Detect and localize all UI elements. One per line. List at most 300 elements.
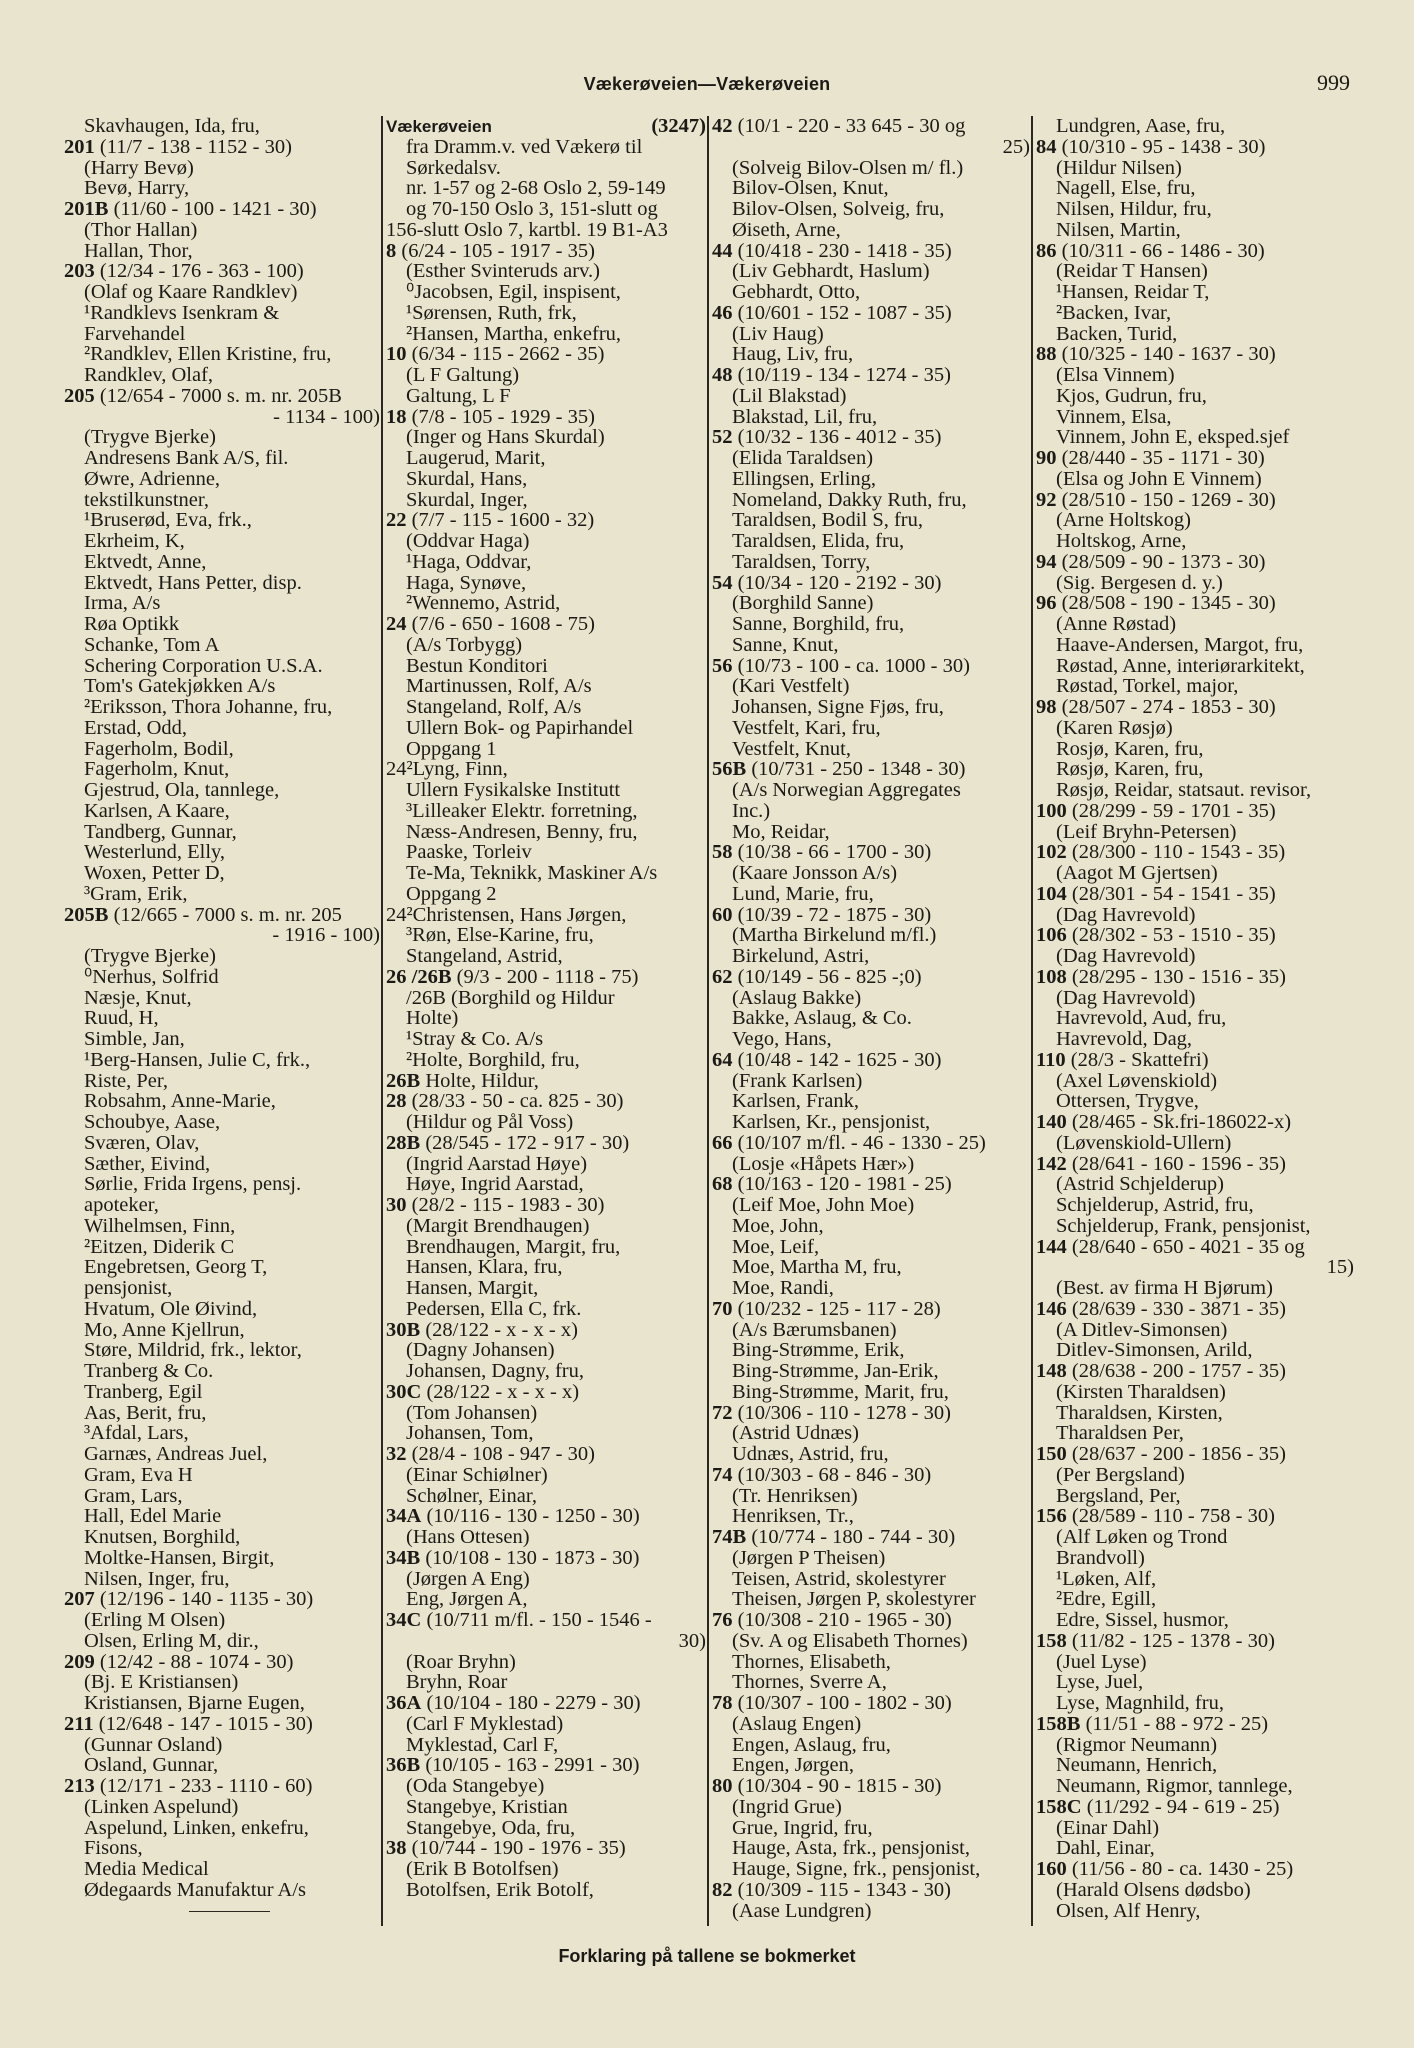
house-number: 10: [386, 343, 407, 366]
listing-line: Neumann, Henrich,: [1056, 1754, 1218, 1777]
house-number: 86: [1036, 239, 1057, 262]
listing-line: (Per Bergsland): [1056, 1463, 1185, 1486]
listing-line: (Dag Havrevold): [1056, 945, 1196, 967]
address-entry: [386, 1548, 706, 1569]
listing-line: (Dagny Johansen): [406, 1339, 555, 1362]
listing-line: (Carl F Myklestad): [406, 1712, 564, 1735]
listing-line: Stangebye, Oda, fru,: [406, 1816, 576, 1839]
listing-line: Holte): [406, 1007, 459, 1030]
house-number: 160: [1036, 1858, 1067, 1880]
listing-line: (Hildur og Pål Voss): [406, 1111, 574, 1133]
listing-line: Edre, Sissel, husmor,: [1056, 1609, 1229, 1631]
listing-line: Moe, John,: [732, 1214, 824, 1237]
listing-line: Vestfelt, Knut,: [732, 737, 851, 760]
listing-line: Oppgang 1: [406, 737, 497, 760]
listing-line: ²Edre, Egill,: [1056, 1588, 1157, 1611]
listing-line: Nilsen, Inger, fru,: [84, 1567, 230, 1590]
listing-line: (Elsa Vinnem): [1056, 364, 1175, 386]
house-number: 26 /26B: [386, 965, 452, 988]
listing-line: (Oda Stangebye): [406, 1775, 545, 1797]
address-entry: [1036, 925, 1354, 946]
listing-line: ²Hansen, Martha, enkefru,: [406, 322, 622, 345]
property-info: (28/2 - 115 - 1983 - 30): [411, 1194, 605, 1216]
listing-line: (Harald Olsens dødsbo): [1056, 1878, 1251, 1901]
listing-line: (Elida Taraldsen): [732, 447, 874, 469]
listing-line: Osland, Gunnar,: [84, 1754, 219, 1777]
address-entry: [1036, 552, 1354, 573]
property-info: (10/601 - 152 - 1087 - 35): [737, 301, 952, 324]
house-number: 74B: [712, 1526, 747, 1548]
property-info: (28/440 - 35 - 1171 - 30): [1061, 447, 1265, 469]
address-entry: [1036, 1112, 1354, 1133]
listing-line: (Leif Moe, John Moe): [732, 1194, 915, 1216]
property-info: (28/589 - 110 - 758 - 30): [1071, 1505, 1275, 1528]
address-entry: [712, 1133, 1030, 1154]
property-info: (28/122 - x - x - x): [426, 1380, 580, 1403]
listing-line: Schjelderup, Frank, pensjonist,: [1056, 1214, 1311, 1237]
listing-line: Thornes, Sverre A,: [732, 1671, 887, 1694]
listing-line: Blakstad, Lil, fru,: [732, 405, 878, 428]
listing-line: Haga, Synøve,: [406, 571, 527, 594]
listing-line: Gram, Eva H: [84, 1463, 193, 1486]
listing-line: Botolfsen, Erik Botolf,: [406, 1878, 594, 1901]
listing-line: (Frank Karlsen): [732, 1069, 863, 1092]
listing-line: (Erik B Botolfsen): [406, 1858, 559, 1880]
address-entry: [1036, 137, 1354, 158]
listing-line: Myklestad, Carl F,: [406, 1733, 559, 1756]
property-info: (28/641 - 160 - 1596 - 35): [1071, 1152, 1286, 1175]
listing-line: Røstad, Torkel, major,: [1056, 675, 1239, 698]
house-number: 108: [1036, 965, 1067, 988]
listing-line: (Gunnar Osland): [84, 1733, 223, 1756]
property-info: (10/311 - 66 - 1486 - 30): [1061, 239, 1265, 262]
listing-line: ³Afdal, Lars,: [84, 1422, 189, 1445]
property-info: (10/107 m/fl. - 46 - 1330 - 25): [737, 1131, 986, 1154]
listing-line: Sanne, Knut,: [732, 633, 839, 656]
listing-line: Ruud, H,: [84, 1007, 159, 1030]
property-info: (28/295 - 130 - 1516 - 35): [1071, 965, 1286, 988]
listing-line: Nomeland, Dakky Ruth, fru,: [732, 488, 967, 511]
address-entry: [386, 614, 706, 635]
entry-continuation: 15): [1326, 1256, 1354, 1279]
listing-line: Stangeland, Astrid,: [406, 945, 563, 967]
listing-line: (Inger og Hans Skurdal): [406, 426, 605, 449]
column-4: [1036, 116, 1354, 1921]
listing-line: Hauge, Asta, frk., pensjonist,: [732, 1837, 970, 1860]
listing-line: (Leif Bryhn-Petersen): [1056, 820, 1237, 843]
property-info: (10/744 - 190 - 1976 - 35): [411, 1837, 626, 1860]
listing-line: ¹Stray & Co. A/s: [406, 1028, 544, 1050]
house-number: 106: [1036, 924, 1067, 947]
listing-line: Ellingsen, Erling,: [732, 467, 877, 490]
property-info: (9/3 - 200 - 1118 - 75): [456, 965, 639, 988]
property-info: (7/6 - 650 - 1608 - 75): [411, 613, 595, 635]
listing-line: Sæther, Eivind,: [84, 1152, 211, 1175]
property-info: (11/51 - 88 - 972 - 25): [1085, 1712, 1269, 1735]
property-info: (10/104 - 180 - 2279 - 30): [426, 1692, 641, 1714]
property-info: (28/507 - 274 - 1853 - 30): [1061, 696, 1276, 718]
listing-line: (Bj. E Kristiansen): [84, 1671, 239, 1694]
listing-line: Høye, Ingrid Aarstad,: [406, 1173, 584, 1196]
listing-line: Støre, Mildrid, frk., lektor,: [84, 1339, 302, 1362]
listing-line: Ullern Fysikalske Institutt: [406, 779, 621, 801]
listing-line: Galtung, L F: [406, 384, 511, 407]
address-entry: [1036, 448, 1354, 469]
property-info: (28/302 - 53 - 1510 - 35): [1071, 924, 1276, 947]
listing-line: Hvatum, Ole Øivind,: [84, 1297, 258, 1320]
house-number: 205B: [64, 903, 109, 926]
listing-line: (Juel Lyse): [1056, 1650, 1147, 1673]
address-entry: [712, 905, 1030, 926]
listing-line: (A/s Torbygg): [406, 633, 523, 656]
listing-line: (Sig. Bergesen d. y.): [1056, 571, 1223, 594]
address-entry: [712, 1299, 1030, 1320]
listing-line: og 70-150 Oslo 3, 151-slutt og: [406, 198, 658, 220]
listing-line: Farvehandel: [84, 322, 186, 345]
house-number: 30C: [386, 1380, 422, 1403]
listing-line: (Solveig Bilov-Olsen m/ fl.): [732, 156, 964, 179]
property-info: (10/310 - 95 - 1438 - 30): [1061, 135, 1266, 158]
property-info: (28/545 - 172 - 917 - 30): [425, 1131, 630, 1154]
listing-line: ¹Berg-Hansen, Julie C, frk.,: [84, 1048, 311, 1071]
house-number: 203: [64, 260, 95, 283]
address-entry: [712, 1403, 1030, 1424]
listing-line: Hansen, Klara, fru,: [406, 1256, 563, 1279]
listing-line: Skurdal, Hans,: [406, 467, 528, 490]
listing-line: Olsen, Alf Henry,: [1056, 1899, 1201, 1922]
listing-line: Oppgang 2: [406, 882, 497, 905]
listing-line: (Trygve Bjerke): [84, 426, 216, 449]
property-info: (11/292 - 94 - 619 - 25): [1086, 1795, 1280, 1818]
property-info: (7/7 - 115 - 1600 - 32): [411, 509, 595, 532]
house-number: 94: [1036, 550, 1057, 573]
listing-line: Ullern Bok- og Papirhandel: [406, 716, 634, 739]
listing-line: ²Eitzen, Diderik C: [84, 1235, 235, 1258]
listing-line: Schering Corporation U.S.A.: [84, 654, 323, 677]
address-entry: [386, 1382, 706, 1403]
property-info: (28/639 - 330 - 3871 - 35): [1071, 1297, 1286, 1320]
page-number: 999: [1317, 70, 1350, 95]
address-entry: [712, 656, 1030, 677]
property-info: (6/34 - 115 - 2662 - 35): [411, 343, 605, 366]
house-number: 142: [1036, 1152, 1067, 1175]
house-number: 205: [64, 384, 95, 407]
house-number: 80: [712, 1775, 733, 1797]
house-number: 88: [1036, 343, 1057, 366]
column-divider: [1031, 116, 1033, 1926]
listing-line: (Esther Svinteruds arv.): [406, 260, 600, 283]
house-number: 58: [712, 841, 733, 864]
house-number: 72: [712, 1401, 733, 1424]
listing-line: Næsje, Knut,: [84, 986, 192, 1009]
listing-line: ¹Randklevs Isenkram &: [84, 301, 280, 324]
listing-line: Havrevold, Dag,: [1056, 1028, 1193, 1050]
listing-line: Vinnem, John E, eksped.sjef: [1056, 426, 1290, 449]
property-info: Holte, Hildur,: [425, 1069, 539, 1092]
listing-line: Ektvedt, Anne,: [84, 550, 207, 573]
address-entry: [386, 1838, 706, 1859]
listing-line: ²Eriksson, Thora Johanne, fru,: [84, 696, 333, 718]
listing-line: Schølner, Einar,: [406, 1484, 537, 1507]
address-entry: [1036, 1299, 1354, 1320]
entry-continuation: 30): [678, 1629, 706, 1652]
house-number: 70: [712, 1297, 733, 1320]
address-entry: [64, 137, 380, 158]
listing-line: Te-Ma, Teknikk, Maskiner A/s: [406, 862, 658, 884]
listing-line: ⁰Jacobsen, Egil, inspisent,: [406, 281, 621, 303]
listing-line: Andresens Bank A/S, fil.: [84, 447, 289, 469]
house-number: 74: [712, 1463, 733, 1486]
property-info: (10/309 - 115 - 1343 - 30): [737, 1878, 951, 1901]
running-header: Vækerøveien—Vækerøveien: [583, 74, 831, 94]
property-info: (28/300 - 110 - 1543 - 35): [1071, 841, 1286, 864]
listing-line: Pedersen, Ella C, frk.: [406, 1297, 582, 1320]
listing-line: Karlsen, Kr., pensjonist,: [732, 1111, 931, 1133]
address-entry: [1036, 593, 1354, 614]
property-info: (10/232 - 125 - 117 - 28): [737, 1297, 941, 1320]
property-info: (10/418 - 230 - 1418 - 35): [737, 239, 952, 262]
house-number: 102: [1036, 841, 1067, 864]
listing-line: Vestfelt, Kari, fru,: [732, 716, 881, 739]
listing-line: Lund, Marie, fru,: [732, 882, 874, 905]
address-entry: [386, 407, 706, 428]
house-number: 28: [386, 1090, 407, 1113]
property-info: (10/303 - 68 - 846 - 30): [737, 1463, 932, 1486]
listing-line: Grue, Ingrid, fru,: [732, 1816, 873, 1839]
property-info: (28/301 - 54 - 1541 - 35): [1071, 882, 1276, 905]
listing-line: Tandberg, Gunnar,: [84, 820, 237, 843]
listing-line: Mo, Reidar,: [732, 820, 830, 843]
listing-line: 24²Christensen, Hans Jørgen,: [386, 903, 627, 926]
listing-line: Moe, Randi,: [732, 1277, 834, 1299]
address-entry: [64, 905, 380, 926]
address-entry: [1036, 241, 1354, 262]
listing-line: Lyse, Juel,: [1056, 1671, 1144, 1694]
listing-line: Garnæs, Andreas Juel,: [84, 1443, 268, 1465]
listing-line: Moltke-Hansen, Birgit,: [84, 1546, 275, 1569]
listing-line: tekstilkunstner,: [84, 488, 210, 511]
house-number: 68: [712, 1173, 733, 1196]
address-entry: [1036, 1154, 1354, 1175]
house-number: 66: [712, 1131, 733, 1154]
column-3: [712, 116, 1030, 1921]
listing-line: Tom's Gatekjøkken A/s: [84, 675, 276, 698]
property-info: (11/7 - 138 - 1152 - 30): [99, 135, 292, 158]
listing-line: Tharaldsen Per,: [1056, 1422, 1184, 1445]
property-info: (12/665 - 7000 s. m. nr. 205: [113, 903, 342, 926]
listing-line: (Dag Havrevold): [1056, 986, 1196, 1009]
address-entry: [1036, 1361, 1354, 1382]
house-number: 100: [1036, 799, 1067, 822]
listing-line: ⁰Nerhus, Solfrid: [84, 965, 219, 988]
listing-line: Sværen, Olav,: [84, 1131, 200, 1154]
property-info: (10/105 - 163 - 2991 - 30): [425, 1754, 640, 1777]
address-entry: [1036, 1444, 1354, 1465]
house-number: 56: [712, 654, 733, 677]
house-number: 52: [712, 426, 733, 449]
listing-line: Ekrheim, K,: [84, 530, 185, 552]
address-entry: [64, 199, 380, 220]
listing-line: (Jørgen A Eng): [406, 1567, 530, 1590]
listing-line: (Tom Johansen): [406, 1401, 538, 1424]
listing-line: Brandvoll): [1056, 1546, 1145, 1569]
listing-line: Bing-Strømme, Erik,: [732, 1339, 905, 1362]
street-heading: [386, 116, 706, 137]
listing-line: ³Lilleaker Elektr. forretning,: [406, 799, 638, 822]
address-entry: [386, 967, 706, 988]
listing-line: Aspelund, Linken, enkefru,: [84, 1816, 309, 1839]
listing-line: (Elsa og John E Vinnem): [1056, 467, 1262, 490]
house-number: 36B: [386, 1754, 421, 1777]
house-number: 34A: [386, 1505, 422, 1528]
house-number: 38: [386, 1837, 407, 1860]
listing-line: (Einar Dahl): [1056, 1816, 1160, 1839]
property-info: (28/640 - 650 - 4021 - 35 og: [1071, 1235, 1305, 1258]
listing-line: Gram, Lars,: [84, 1484, 183, 1507]
house-number: 36A: [386, 1692, 422, 1714]
house-number: 207: [64, 1588, 95, 1611]
listing-line: Aas, Berit, fru,: [84, 1401, 207, 1424]
listing-line: 156-slutt Oslo 7, kartbl. 19 B1-A3: [386, 218, 668, 241]
listing-line: (Anne Røstad): [1056, 613, 1177, 635]
house-number: 201: [64, 135, 95, 158]
listing-line: Røstad, Anne, interiørarkitekt,: [1056, 654, 1305, 677]
listing-line: (Rigmor Neumann): [1056, 1733, 1218, 1756]
property-info: (10/325 - 140 - 1637 - 30): [1061, 343, 1276, 366]
listing-line: Vego, Hans,: [732, 1028, 832, 1050]
listing-line: Hall, Edel Marie: [84, 1505, 222, 1528]
address-entry: [712, 1776, 1030, 1797]
address-entry: [386, 1320, 706, 1341]
listing-line: Tranberg & Co.: [84, 1360, 214, 1382]
street-name: Vækerøveien: [386, 117, 492, 136]
address-entry: [1036, 1859, 1354, 1880]
listing-line: (Lil Blakstad): [732, 384, 847, 407]
listing-line: (Løvenskiold-Ullern): [1056, 1131, 1232, 1154]
house-number: 90: [1036, 447, 1057, 469]
property-info: (10/304 - 90 - 1815 - 30): [737, 1775, 942, 1797]
property-info: (10/108 - 130 - 1873 - 30): [425, 1546, 640, 1569]
house-number: 158C: [1036, 1795, 1082, 1818]
listing-line: 24²Lyng, Finn,: [386, 758, 508, 781]
listing-line: Henriksen, Tr.,: [732, 1505, 854, 1528]
listing-line: Taraldsen, Bodil S, fru,: [732, 509, 924, 532]
address-entry: [1036, 1714, 1354, 1735]
listing-line: Bryhn, Roar: [406, 1671, 508, 1694]
listing-line: Fagerholm, Knut,: [84, 758, 230, 781]
listing-line: Randklev, Olaf,: [84, 364, 214, 386]
address-entry: [712, 967, 1030, 988]
house-number: 42: [712, 115, 733, 137]
listing-line: (L F Galtung): [406, 364, 520, 386]
column-divider: [381, 116, 383, 1926]
street-code: (3247): [651, 115, 706, 137]
listing-line: (Linken Aspelund): [84, 1795, 239, 1818]
address-entry: [386, 1195, 706, 1216]
listing-line: (Harry Bevø): [84, 156, 194, 179]
listing-line: (Aslaug Bakke): [732, 986, 862, 1009]
address-entry: [1036, 967, 1354, 988]
address-entry: [386, 1506, 706, 1527]
listing-line: Robsahm, Anne-Marie,: [84, 1090, 276, 1113]
property-info: (12/648 - 147 - 1015 - 30): [98, 1712, 313, 1735]
house-number: 209: [64, 1650, 95, 1673]
listing-line: ³Røn, Else-Karine, fru,: [406, 924, 594, 947]
listing-line: Gjestrud, Ola, tannlege,: [84, 779, 280, 801]
listing-line: Media Medical: [84, 1858, 209, 1880]
listing-line: (Margit Brendhaugen): [406, 1214, 590, 1237]
listing-line: (Losje «Håpets Hær»): [732, 1152, 915, 1175]
listing-line: Woxen, Petter D,: [84, 862, 225, 884]
property-info: (28/3 - Skattefri): [1070, 1048, 1209, 1071]
address-entry: [386, 241, 706, 262]
column-1: [64, 116, 380, 1921]
address-entry: [64, 1652, 380, 1673]
listing-line: (Aagot M Gjertsen): [1056, 862, 1218, 884]
property-info: (12/42 - 88 - 1074 - 30): [99, 1650, 294, 1673]
house-number: 150: [1036, 1443, 1067, 1465]
address-entry: [712, 427, 1030, 448]
address-entry: [712, 1174, 1030, 1195]
house-number: 48: [712, 364, 733, 386]
listing-line: Øwre, Adrienne,: [84, 467, 221, 490]
listing-line: (Hans Ottesen): [406, 1526, 530, 1548]
property-info: (11/60 - 100 - 1421 - 30): [113, 198, 317, 220]
property-info: (28/637 - 200 - 1856 - 35): [1071, 1443, 1286, 1465]
listing-line: Holtskog, Arne,: [1056, 530, 1187, 552]
listing-line: Johansen, Signe Fjøs, fru,: [732, 696, 944, 718]
listing-line: (A/s Norwegian Aggregates: [732, 779, 961, 801]
listing-line: Sørkedalsv.: [406, 156, 501, 179]
property-info: (12/171 - 233 - 1110 - 60): [99, 1775, 313, 1797]
footer-note: Forklaring på tallene se bokmerket: [558, 1946, 856, 1966]
property-info: (10/116 - 130 - 1250 - 30): [426, 1505, 640, 1528]
house-number: 44: [712, 239, 733, 262]
listing-line: Simble, Jan,: [84, 1028, 185, 1050]
listing-line: Skurdal, Inger,: [406, 488, 528, 511]
house-number: 76: [712, 1609, 733, 1631]
listing-line: Fagerholm, Bodil,: [84, 737, 234, 760]
house-number: 64: [712, 1048, 733, 1071]
address-entry: [386, 1091, 706, 1112]
listing-line: Fisons,: [84, 1837, 143, 1860]
listing-line: (Karen Røsjø): [1056, 716, 1173, 739]
house-number: 46: [712, 301, 733, 324]
listing-line: (Liv Gebhardt, Haslum): [732, 260, 930, 283]
listing-line: Johansen, Dagny, fru,: [406, 1360, 585, 1382]
property-info: (28/465 - Sk.fri-186022-x): [1071, 1111, 1292, 1133]
listing-line: (Olaf og Kaare Randklev): [84, 281, 298, 303]
listing-line: Tharaldsen, Kirsten,: [1056, 1401, 1223, 1424]
listing-line: ²Wennemo, Astrid,: [406, 592, 561, 615]
address-entry: [1036, 1050, 1354, 1071]
property-info: (10/731 - 250 - 1348 - 30): [751, 758, 966, 781]
property-info: (10/38 - 66 - 1700 - 30): [737, 841, 932, 864]
listing-line: Taraldsen, Elida, fru,: [732, 530, 905, 552]
listing-line: Lyse, Magnhild, fru,: [1056, 1692, 1224, 1714]
property-info: (11/82 - 125 - 1378 - 30): [1071, 1629, 1275, 1652]
property-info: (6/24 - 105 - 1917 - 35): [401, 239, 595, 262]
listing-line: (Hildur Nilsen): [1056, 156, 1182, 179]
listing-line: Neumann, Rigmor, tannlege,: [1056, 1775, 1293, 1797]
house-number: 56B: [712, 758, 747, 781]
house-number: 158B: [1036, 1712, 1081, 1735]
listing-line: (Ingrid Aarstad Høye): [406, 1152, 588, 1175]
address-entry: [386, 344, 706, 365]
address-entry: [1036, 697, 1354, 718]
listing-line: Laugerud, Marit,: [406, 447, 546, 469]
listing-line: Nilsen, Martin,: [1056, 218, 1181, 241]
